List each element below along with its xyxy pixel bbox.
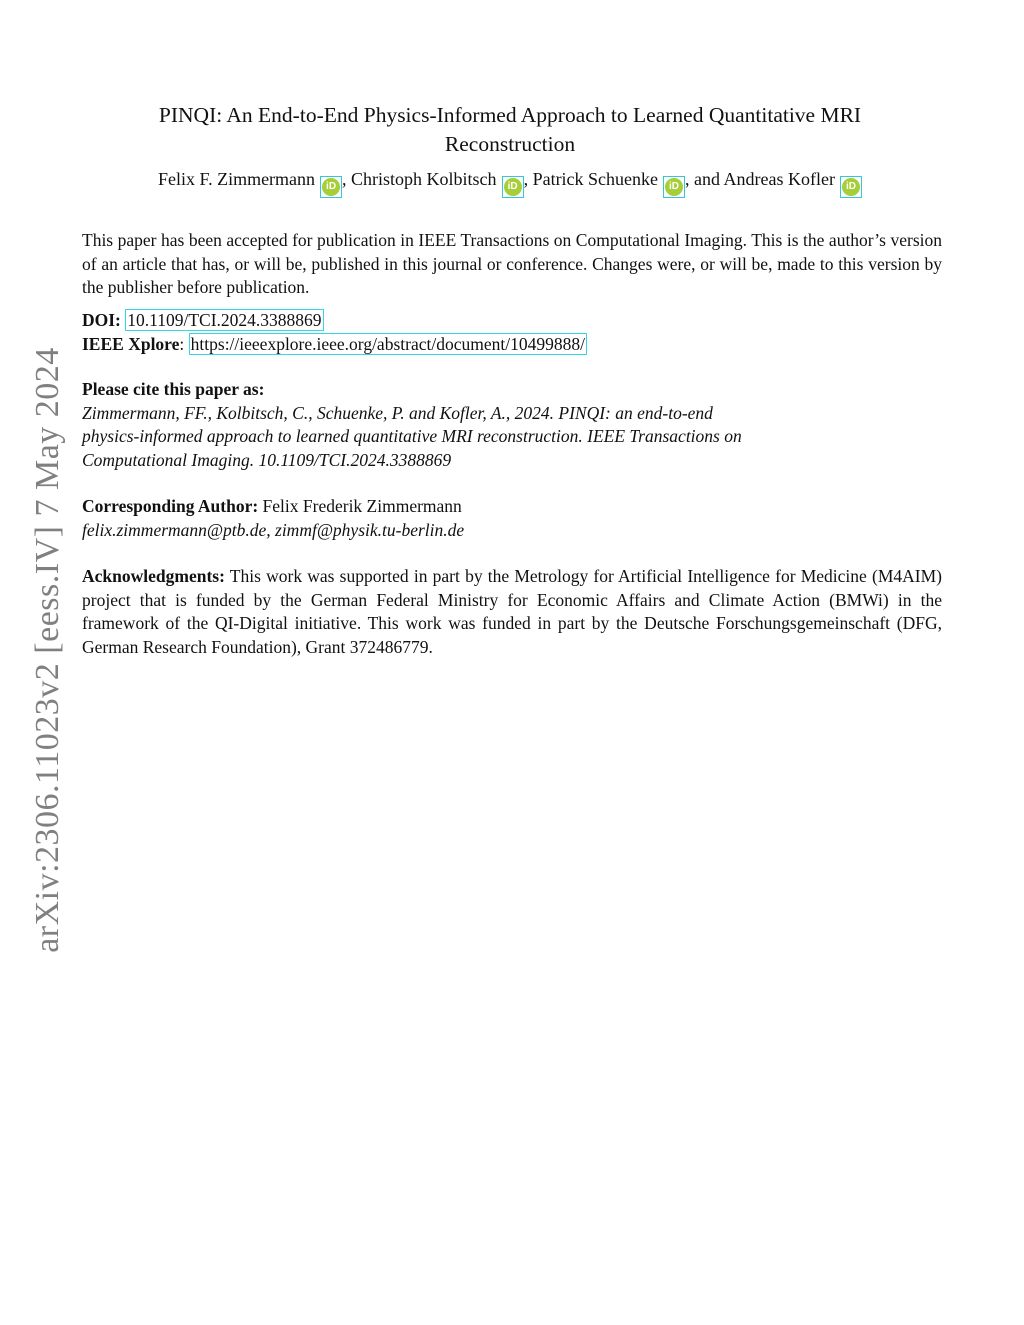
orcid-link[interactable] — [663, 176, 685, 198]
doi-section — [82, 309, 942, 356]
orcid-link[interactable] — [502, 176, 524, 198]
corresponding-author-name: Felix Frederik Zimmermann — [262, 496, 462, 516]
citation-section — [82, 378, 942, 472]
citation-line-1: Zimmermann, FF., Kolbitsch, C., Schuenke, P. and Kofler, A., 2024. PINQI: an end-to-end — [82, 402, 713, 423]
citation-heading: Please cite this paper as: — [82, 379, 265, 399]
author-name: Andreas Kofler — [723, 169, 835, 189]
corresponding-author-label: Corresponding Author: — [82, 496, 259, 516]
corresponding-author-emails: felix.zimmermann@ptb.de, zimmf@physik.tu-berlin.de — [82, 519, 465, 540]
citation-line-2: physics-informed approach to learned quantitative MRI reconstruction. IEEE Transactions on — [82, 426, 742, 446]
citation-line-3: Computational Imaging. 10.1109/TCI.2024.3388869 — [82, 449, 452, 470]
corresponding-author-section — [82, 495, 942, 542]
orcid-icon: iD — [322, 178, 340, 196]
acknowledgments-text: This work was supported in part by the Metrology for Artificial Intelligence for Medicine (M4AIM) project that is funded by the German Federal Ministry for Economic Affairs and Climate Action (BMWi) in the framework of the QI-Digital initiative. This work was funded in part by the Deutsche Forschungsgemeinschaft (DFG, German Research Foundation), Grant 372486779. — [82, 566, 942, 657]
orcid-icon: iD — [665, 178, 683, 196]
orcid-icon: iD — [504, 178, 522, 196]
orcid-icon: iD — [842, 178, 860, 196]
xplore-link[interactable]: https://ieeexplore.ieee.org/abstract/document/10499888/ — [190, 333, 585, 354]
orcid-link[interactable] — [840, 176, 862, 198]
author-list — [60, 166, 960, 198]
author-separator: , and — [685, 169, 724, 189]
xplore-line — [82, 333, 942, 357]
doi-label: DOI: — [82, 310, 121, 330]
publication-notice: This paper has been accepted for publication in IEEE Transactions on Computational Imaging. This is the author’s version of an article that has, or will be, published in this journal or conference. Changes were, or will be, made to this version by the publisher before publication. — [82, 230, 942, 297]
doi-link[interactable]: 10.1109/TCI.2024.3388869 — [127, 310, 322, 330]
orcid-link[interactable] — [320, 176, 342, 198]
author-name: Felix F. Zimmermann — [158, 169, 316, 189]
title-line-1: PINQI: An End-to-End Physics-Informed Approach to Learned Quantitative MRI — [158, 103, 862, 127]
corresponding-author-line — [82, 495, 942, 519]
title-line-2: Reconstruction — [444, 132, 576, 156]
author-name: Patrick Schuenke — [532, 169, 659, 189]
paper-title — [110, 101, 910, 159]
author-separator: , — [523, 169, 533, 189]
acknowledgments-section — [82, 565, 942, 659]
arxiv-identifier-stamp: arXiv:2306.11023v2 [eess.IV] 7 May 2024 — [29, 347, 66, 953]
author-name: Christoph Kolbitsch — [351, 169, 497, 189]
xplore-colon: : — [179, 333, 185, 354]
acknowledgments-label: Acknowledgments: — [82, 566, 225, 586]
author-separator: , — [342, 169, 352, 189]
xplore-label: IEEE Xplore — [82, 333, 180, 354]
doi-line — [82, 309, 942, 333]
